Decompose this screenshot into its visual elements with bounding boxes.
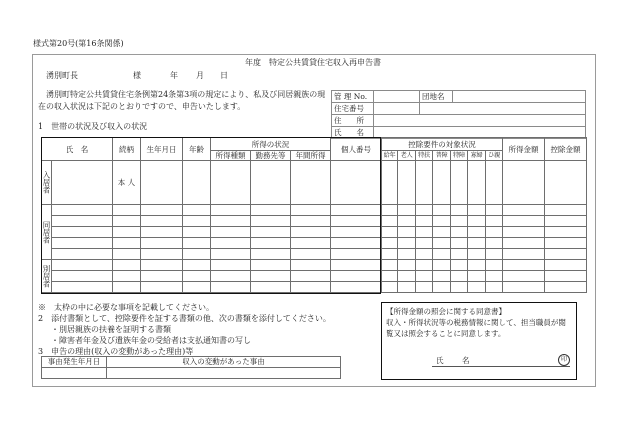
event-date-field[interactable] bbox=[42, 368, 107, 379]
notes bbox=[38, 302, 331, 357]
cell[interactable] bbox=[211, 260, 251, 271]
day-label: 日 bbox=[220, 71, 228, 80]
cell[interactable] bbox=[251, 227, 291, 238]
income-change-reason-field[interactable] bbox=[107, 368, 341, 379]
cell[interactable] bbox=[331, 260, 382, 271]
cell[interactable] bbox=[433, 260, 451, 271]
cell[interactable] bbox=[503, 282, 545, 293]
cell[interactable] bbox=[398, 216, 416, 227]
group-label-cohabitant: 同居者 bbox=[42, 205, 52, 260]
cell[interactable] bbox=[52, 161, 113, 205]
cell[interactable] bbox=[251, 271, 291, 282]
jusho-field[interactable] bbox=[374, 115, 586, 127]
cell[interactable] bbox=[52, 205, 113, 216]
cell[interactable] bbox=[416, 216, 433, 227]
table-row bbox=[42, 282, 587, 293]
cell[interactable] bbox=[545, 271, 587, 282]
table-row bbox=[42, 249, 587, 260]
header-deduction-tokusho: 特障 bbox=[451, 151, 468, 161]
header-income-change-reason: 収入の変動があった事由 bbox=[107, 357, 341, 368]
year-label: 年 bbox=[170, 71, 178, 80]
cell[interactable] bbox=[251, 216, 291, 227]
header-deduction-tokufu: 特扶 bbox=[416, 151, 433, 161]
cell[interactable] bbox=[52, 260, 113, 271]
cell[interactable] bbox=[251, 238, 291, 249]
cell[interactable] bbox=[183, 260, 211, 271]
cell[interactable] bbox=[141, 205, 183, 216]
table-row bbox=[42, 227, 587, 238]
table-row bbox=[42, 238, 587, 249]
cell[interactable] bbox=[486, 227, 503, 238]
table-row bbox=[42, 205, 587, 216]
cell[interactable] bbox=[416, 227, 433, 238]
cell[interactable] bbox=[291, 260, 331, 271]
header-deduction-kyunen: 給年 bbox=[382, 151, 398, 161]
cell[interactable] bbox=[211, 282, 251, 293]
consent-signature-line[interactable] bbox=[432, 355, 570, 367]
cell[interactable] bbox=[398, 205, 416, 216]
signature-label-1: 氏 bbox=[436, 356, 444, 365]
jutaku-bango-field[interactable] bbox=[374, 103, 420, 115]
cell[interactable] bbox=[486, 161, 503, 205]
cell[interactable] bbox=[382, 205, 398, 216]
header-age: 年齢 bbox=[183, 138, 211, 161]
cell[interactable] bbox=[183, 282, 211, 293]
header-workplace: 勤務先等 bbox=[251, 151, 291, 161]
cell[interactable] bbox=[545, 282, 587, 293]
cell[interactable] bbox=[486, 282, 503, 293]
cell[interactable] bbox=[113, 249, 141, 260]
cell[interactable] bbox=[141, 238, 183, 249]
cell[interactable] bbox=[416, 282, 433, 293]
cell[interactable] bbox=[486, 271, 503, 282]
info-table bbox=[331, 90, 586, 139]
cell[interactable] bbox=[52, 282, 113, 293]
cell[interactable] bbox=[451, 282, 468, 293]
cell[interactable] bbox=[251, 249, 291, 260]
cell[interactable] bbox=[416, 161, 433, 205]
cell[interactable] bbox=[291, 216, 331, 227]
cell[interactable] bbox=[141, 271, 183, 282]
cell[interactable] bbox=[52, 238, 113, 249]
cell[interactable] bbox=[468, 216, 486, 227]
cell[interactable] bbox=[416, 238, 433, 249]
cell[interactable] bbox=[291, 161, 331, 205]
cell[interactable] bbox=[113, 216, 141, 227]
cell[interactable] bbox=[486, 249, 503, 260]
cell[interactable] bbox=[113, 238, 141, 249]
cell[interactable] bbox=[113, 227, 141, 238]
cell[interactable] bbox=[382, 260, 398, 271]
cell[interactable] bbox=[141, 227, 183, 238]
signature-label-2: 名 bbox=[462, 356, 470, 365]
cell[interactable] bbox=[291, 282, 331, 293]
cell[interactable] bbox=[398, 249, 416, 260]
cell[interactable] bbox=[52, 271, 113, 282]
danchi-label: 団地名 bbox=[420, 91, 453, 103]
cell[interactable] bbox=[291, 227, 331, 238]
note-attachments: 2 添付書類として、控除要件を証する書類の他、次の書類を添付してください。 bbox=[38, 314, 331, 323]
form-id: 様式第20号(第16条関係) bbox=[33, 39, 124, 48]
section1-title: 1 世帯の状況及び収入の状況 bbox=[38, 122, 148, 131]
cell[interactable] bbox=[451, 249, 468, 260]
header-income-status: 所得の状況 bbox=[211, 138, 331, 151]
form-title: 年度 特定公共賃貸住宅収入再申告書 bbox=[245, 58, 381, 67]
danchi-field[interactable] bbox=[453, 91, 586, 103]
cell[interactable] bbox=[433, 249, 451, 260]
cell[interactable] bbox=[331, 249, 382, 260]
cell[interactable] bbox=[503, 260, 545, 271]
cell[interactable] bbox=[183, 227, 211, 238]
household-table bbox=[41, 137, 587, 293]
cell[interactable] bbox=[398, 260, 416, 271]
cell[interactable] bbox=[251, 205, 291, 216]
cell[interactable] bbox=[251, 282, 291, 293]
cell[interactable] bbox=[291, 249, 331, 260]
cell[interactable] bbox=[331, 227, 382, 238]
cell[interactable] bbox=[211, 205, 251, 216]
intro-text: 湧別町特定公共賃貸住宅条例第24条第3項の規定により、私及び同居親族の現在の収入状況は下記のとおりですので、申告いたします。 bbox=[38, 90, 326, 111]
cell[interactable] bbox=[451, 260, 468, 271]
consent-title: 【所得金額の照会に関する同意書】 bbox=[386, 307, 506, 316]
cell[interactable] bbox=[433, 161, 451, 205]
seal-icon: 印 bbox=[558, 354, 570, 366]
cell[interactable] bbox=[382, 161, 398, 205]
cell[interactable] bbox=[433, 238, 451, 249]
cell[interactable] bbox=[141, 282, 183, 293]
header-deduction-fusho: 普障 bbox=[433, 151, 451, 161]
cell[interactable] bbox=[468, 205, 486, 216]
cell[interactable] bbox=[331, 216, 382, 227]
cell[interactable] bbox=[486, 216, 503, 227]
cell[interactable] bbox=[468, 282, 486, 293]
consent-body: 収入・所得状況等の税務情報に関して、担当職員が閲覧又は照会することに同意します。 bbox=[386, 318, 566, 338]
note-bullet-2: ・障害者年金及び遺族年金の受給者は支払通知書の写し bbox=[51, 336, 251, 345]
cell[interactable] bbox=[433, 216, 451, 227]
cell[interactable] bbox=[468, 271, 486, 282]
cell[interactable] bbox=[503, 205, 545, 216]
note-reason: 3 申告の理由(収入の変動があった理由)等 bbox=[38, 347, 194, 356]
shimei-label: 氏 名 bbox=[332, 127, 374, 139]
cell[interactable] bbox=[503, 227, 545, 238]
cell[interactable] bbox=[503, 161, 545, 205]
recipient: 湧別町長 bbox=[46, 71, 78, 80]
cell[interactable] bbox=[468, 238, 486, 249]
resident-relation: 本 人 bbox=[113, 161, 141, 205]
kanri-no-field[interactable] bbox=[374, 91, 420, 103]
cell[interactable] bbox=[382, 216, 398, 227]
cell[interactable] bbox=[416, 260, 433, 271]
cell[interactable] bbox=[451, 205, 468, 216]
cell[interactable] bbox=[52, 227, 113, 238]
cell[interactable] bbox=[468, 260, 486, 271]
cell[interactable] bbox=[382, 227, 398, 238]
header-annual-income: 年間所得 bbox=[291, 151, 331, 161]
cell[interactable] bbox=[211, 227, 251, 238]
cell[interactable] bbox=[451, 227, 468, 238]
header-my-number: 個人番号 bbox=[331, 138, 382, 161]
header-deduction-hitorioya: ひ親 bbox=[486, 151, 503, 161]
cell[interactable] bbox=[141, 216, 183, 227]
header-deduction-kafu: 寡婦 bbox=[468, 151, 486, 161]
cell[interactable] bbox=[382, 238, 398, 249]
header-name: 氏 名 bbox=[42, 138, 113, 161]
kanri-no-label: 管 理 No. bbox=[332, 91, 374, 103]
consent-box bbox=[381, 302, 577, 380]
cell[interactable] bbox=[416, 271, 433, 282]
cell[interactable] bbox=[113, 205, 141, 216]
cell[interactable] bbox=[503, 238, 545, 249]
cell[interactable] bbox=[113, 260, 141, 271]
cell[interactable] bbox=[52, 249, 113, 260]
cell[interactable] bbox=[113, 271, 141, 282]
cell[interactable] bbox=[183, 216, 211, 227]
cell[interactable] bbox=[416, 249, 433, 260]
cell[interactable] bbox=[331, 205, 382, 216]
cell[interactable] bbox=[545, 205, 587, 216]
cell[interactable] bbox=[183, 205, 211, 216]
cell[interactable] bbox=[291, 271, 331, 282]
cell[interactable] bbox=[382, 249, 398, 260]
cell[interactable] bbox=[183, 161, 211, 205]
cell[interactable] bbox=[451, 271, 468, 282]
cell[interactable] bbox=[141, 260, 183, 271]
group-label-resident: 入居者 bbox=[42, 161, 52, 205]
cell[interactable] bbox=[211, 249, 251, 260]
cell[interactable] bbox=[331, 238, 382, 249]
cell[interactable] bbox=[113, 282, 141, 293]
cell[interactable] bbox=[545, 227, 587, 238]
cell[interactable] bbox=[141, 161, 183, 205]
table-row bbox=[42, 260, 587, 271]
header-deduction-rojin: 老人 bbox=[398, 151, 416, 161]
cell[interactable] bbox=[398, 227, 416, 238]
cell[interactable] bbox=[211, 238, 251, 249]
cell[interactable] bbox=[503, 216, 545, 227]
honorific: 様 bbox=[133, 71, 141, 80]
cell[interactable] bbox=[183, 249, 211, 260]
cell[interactable] bbox=[545, 238, 587, 249]
cell[interactable] bbox=[486, 260, 503, 271]
cell[interactable] bbox=[433, 227, 451, 238]
header-relation: 続柄 bbox=[113, 138, 141, 161]
header-deduction-amount: 控除金額 bbox=[545, 138, 587, 161]
table-row-resident bbox=[42, 161, 587, 205]
cell[interactable] bbox=[416, 205, 433, 216]
cell[interactable] bbox=[398, 238, 416, 249]
header-income-type: 所得種類 bbox=[211, 151, 251, 161]
cell[interactable] bbox=[545, 249, 587, 260]
table-row bbox=[42, 216, 587, 227]
header-birthdate: 生年月日 bbox=[141, 138, 183, 161]
cell[interactable] bbox=[183, 238, 211, 249]
cell[interactable] bbox=[451, 216, 468, 227]
header-deduction-status: 控除要件の対象状況 bbox=[382, 138, 503, 151]
note-required: ※ 太枠の中に必要な事項を記載してください。 bbox=[38, 303, 214, 312]
cell[interactable] bbox=[398, 282, 416, 293]
table-row bbox=[42, 271, 587, 282]
cell[interactable] bbox=[141, 249, 183, 260]
cell[interactable] bbox=[486, 205, 503, 216]
cell[interactable] bbox=[183, 271, 211, 282]
cell[interactable] bbox=[52, 216, 113, 227]
cell[interactable] bbox=[433, 205, 451, 216]
cell[interactable] bbox=[211, 161, 251, 205]
cell[interactable] bbox=[211, 216, 251, 227]
cell[interactable] bbox=[331, 282, 382, 293]
cell[interactable] bbox=[291, 205, 331, 216]
header-income-amount: 所得金額 bbox=[503, 138, 545, 161]
cell[interactable] bbox=[398, 161, 416, 205]
cell[interactable] bbox=[251, 260, 291, 271]
cell[interactable] bbox=[211, 271, 251, 282]
cell[interactable] bbox=[451, 238, 468, 249]
cell[interactable] bbox=[398, 271, 416, 282]
cell[interactable] bbox=[291, 238, 331, 249]
cell[interactable] bbox=[433, 282, 451, 293]
cell[interactable] bbox=[251, 161, 291, 205]
cell[interactable] bbox=[331, 161, 382, 205]
jutaku-bango-extra[interactable] bbox=[420, 103, 586, 115]
month-label: 月 bbox=[196, 71, 204, 80]
cell[interactable] bbox=[451, 161, 468, 205]
cell[interactable] bbox=[468, 227, 486, 238]
group-label-separate: 別居者 bbox=[42, 260, 52, 293]
cell[interactable] bbox=[433, 271, 451, 282]
header-event-date: 事由発生年月日 bbox=[42, 357, 107, 368]
cell[interactable] bbox=[503, 271, 545, 282]
cell[interactable] bbox=[486, 238, 503, 249]
cell[interactable] bbox=[545, 216, 587, 227]
cell[interactable] bbox=[382, 271, 398, 282]
jusho-label: 住 所 bbox=[332, 115, 374, 127]
cell[interactable] bbox=[545, 260, 587, 271]
cell[interactable] bbox=[468, 249, 486, 260]
cell[interactable] bbox=[545, 161, 587, 205]
jutaku-bango-label: 住宅番号 bbox=[332, 103, 374, 115]
reason-table bbox=[41, 356, 341, 379]
cell[interactable] bbox=[468, 161, 486, 205]
cell[interactable] bbox=[331, 271, 382, 282]
cell[interactable] bbox=[503, 249, 545, 260]
cell[interactable] bbox=[382, 282, 398, 293]
note-bullet-1: ・別居親族の扶養を証明する書類 bbox=[51, 325, 171, 334]
